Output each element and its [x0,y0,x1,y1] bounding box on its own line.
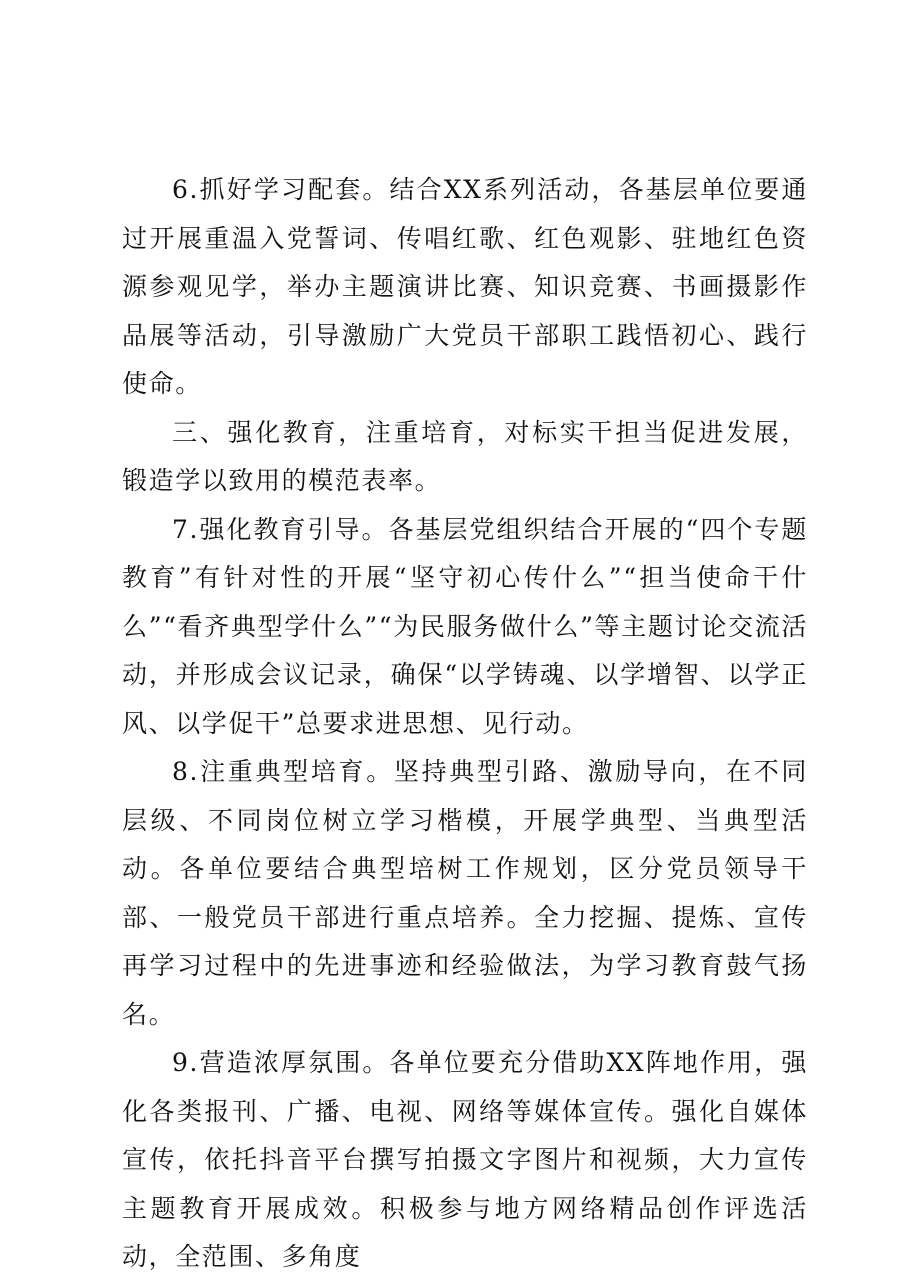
paragraph-item-9: 9.营造浓厚氛围。各单位要充分借助XX阵地作用，强化各类报刊、广播、电视、网络等媒体宣传。强化自媒体宣传，依托抖音平台撰写拍摄文字图片和视频，大力宣传主题教育开展成效。积极参与地方网络精品创作评选活动，全范围、多角度 [122,1048,808,1271]
document-body [122,166,808,1282]
paragraph-item-8: 8.注重典型培育。坚持典型引路、激励导向，在不同层级、不同岗位树立学习楷模，开展学典型、当典型活动。各单位要结合典型培树工作规划，区分党员领导干部、一般党员干部进行重点培养。全力挖掘、提炼、宣传再学习过程中的先进事迹和经验做法，为学习教育鼓气扬名。 [122,757,808,1029]
paragraph-item-6: 6.抓好学习配套。结合XX系列活动，各基层单位要通过开展重温入党誓词、传唱红歌、红色观影、驻地红色资源参观见学，举办主题演讲比赛、知识竞赛、书画摄影作品展等活动，引导激励广大党员干部职工践悟初心、践行使命。 [122,175,808,398]
section-heading-3: 三、强化教育，注重培育，对标实干担当促进发展，锻造学以致用的模范表率。 [122,417,808,495]
paragraph-item-7: 7.强化教育引导。各基层党组织结合开展的“四个专题教育”有针对性的开展“坚守初心传什么”“担当使命干什么”“看齐典型学什么”“为民服务做什么”等主题讨论交流活动，并形成会议记录，确保“以学铸魂、以学增智、以学正风、以学促干”总要求进思想、见行动。 [122,514,808,738]
